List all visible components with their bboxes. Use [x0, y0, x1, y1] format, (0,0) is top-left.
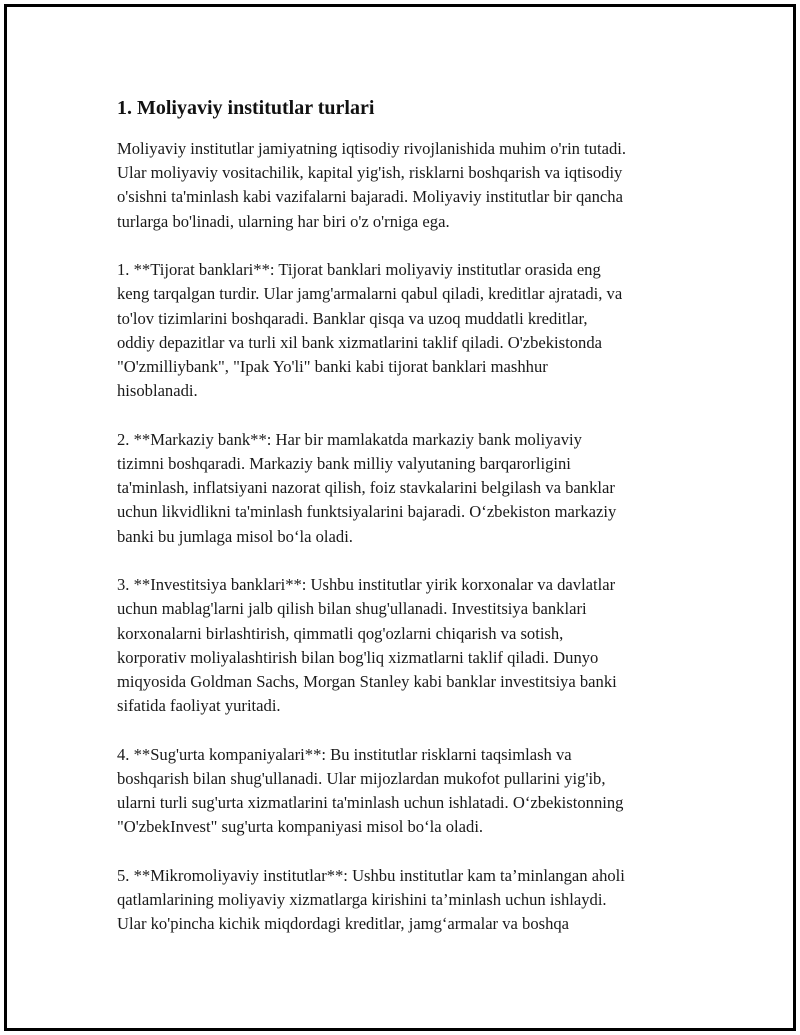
paragraph — [117, 258, 695, 403]
text-line: tizimni boshqaradi. Markaziy bank milliy valyutaning barqarorligini — [117, 454, 571, 474]
text-line: turlarga bo'linadi, ularning har biri o'z o'rniga ega. — [117, 211, 450, 231]
text-line: korporativ moliyalashtirish bilan bog'liq xizmatlarni taklif qiladi. Dunyo — [117, 647, 599, 667]
text-line: uchun mablag'larni jalb qilish bilan shug'ullanadi. Investitsiya banklari — [117, 599, 587, 619]
text-line: uchun likvidlikni ta'minlash funktsiyalarini bajaradi. O‘zbekiston markaziy — [117, 502, 617, 522]
text-line: oddiy depazitlar va turli xil bank xizmatlarini taklif qiladi. O'zbekistonda — [117, 332, 602, 352]
text-line: 2. **Markaziy bank**: Har bir mamlakatda markaziy bank moliyaviy — [117, 429, 582, 449]
text-line: banki bu jumlaga misol bo‘la oladi. — [117, 526, 353, 546]
text-line: miqyosida Goldman Sachs, Morgan Stanley kabi banklar investitsiya banki — [117, 672, 617, 692]
text-line: to'lov tizimlarini boshqaradi. Banklar qisqa va uzoq muddatli kreditlar, — [117, 308, 588, 328]
text-line: boshqarish bilan shug'ullanadi. Ular mijozlardan mukofot pullarini yig'ib, — [117, 769, 606, 789]
paragraph — [117, 743, 695, 840]
paragraph — [117, 137, 695, 234]
paragraph-list — [117, 137, 695, 937]
text-line: sifatida faoliyat yuritadi. — [117, 696, 281, 716]
text-line: keng tarqalgan turdir. Ular jamg'armalarni qabul qiladi, kreditlar ajratadi, va — [117, 284, 623, 304]
paragraph — [117, 428, 695, 549]
text-line: ta'minlash, inflatsiyani nazorat qilish, foiz stavkalarini belgilash va banklar — [117, 478, 615, 498]
section-heading: 1. Moliyaviy institutlar turlari — [117, 97, 375, 119]
text-line: Moliyaviy institutlar jamiyatning iqtisodiy rivojlanishida muhim o'rin tutadi. — [117, 139, 627, 158]
text-line: 5. **Mikromoliyaviy institutlar**: Ushbu institutlar kam ta’minlangan aholi — [117, 866, 625, 886]
text-line: qatlamlarining moliyaviy xizmatlarga kirishini ta’minlash uchun ishlaydi. — [117, 890, 607, 910]
paragraph — [117, 864, 695, 937]
text-line: "O'zbekInvest" sug'urta kompaniyasi misol bo‘la oladi. — [117, 817, 484, 837]
document-body — [117, 96, 695, 961]
text-line: 3. **Investitsiya banklari**: Ushbu institutlar yirik korxonalar va davlatlar — [117, 575, 616, 595]
text-line: 4. **Sug'urta kompaniyalari**: Bu institutlar risklarni taqsimlash va — [117, 744, 572, 764]
text-line: Ular moliyaviy vositachilik, kapital yig'ish, risklarni boshqarish va iqtisodiy — [117, 163, 623, 183]
paragraph — [117, 573, 695, 718]
text-line: o'sishni ta'minlash kabi vazifalarni bajaradi. Moliyaviy institutlar bir qancha — [117, 187, 623, 207]
text-line: Ular ko'pincha kichik miqdordagi kreditlar, jamg‘armalar va boshqa — [117, 914, 570, 934]
text-line: hisoblanadi. — [117, 381, 198, 401]
text-line: 1. **Tijorat banklari**: Tijorat banklari moliyaviy institutlar orasida eng — [117, 260, 601, 280]
text-line: korxonalarni birlashtirish, qimmatli qog'ozlarni chiqarish va sotish, — [117, 623, 564, 643]
text-line: ularni turli sug'urta xizmatlarini ta'minlash uchun ishlatadi. O‘zbekistonning — [117, 793, 624, 813]
text-line: "O'zmilliybank", "Ipak Yo'li" banki kabi tijorat banklari mashhur — [117, 357, 548, 377]
